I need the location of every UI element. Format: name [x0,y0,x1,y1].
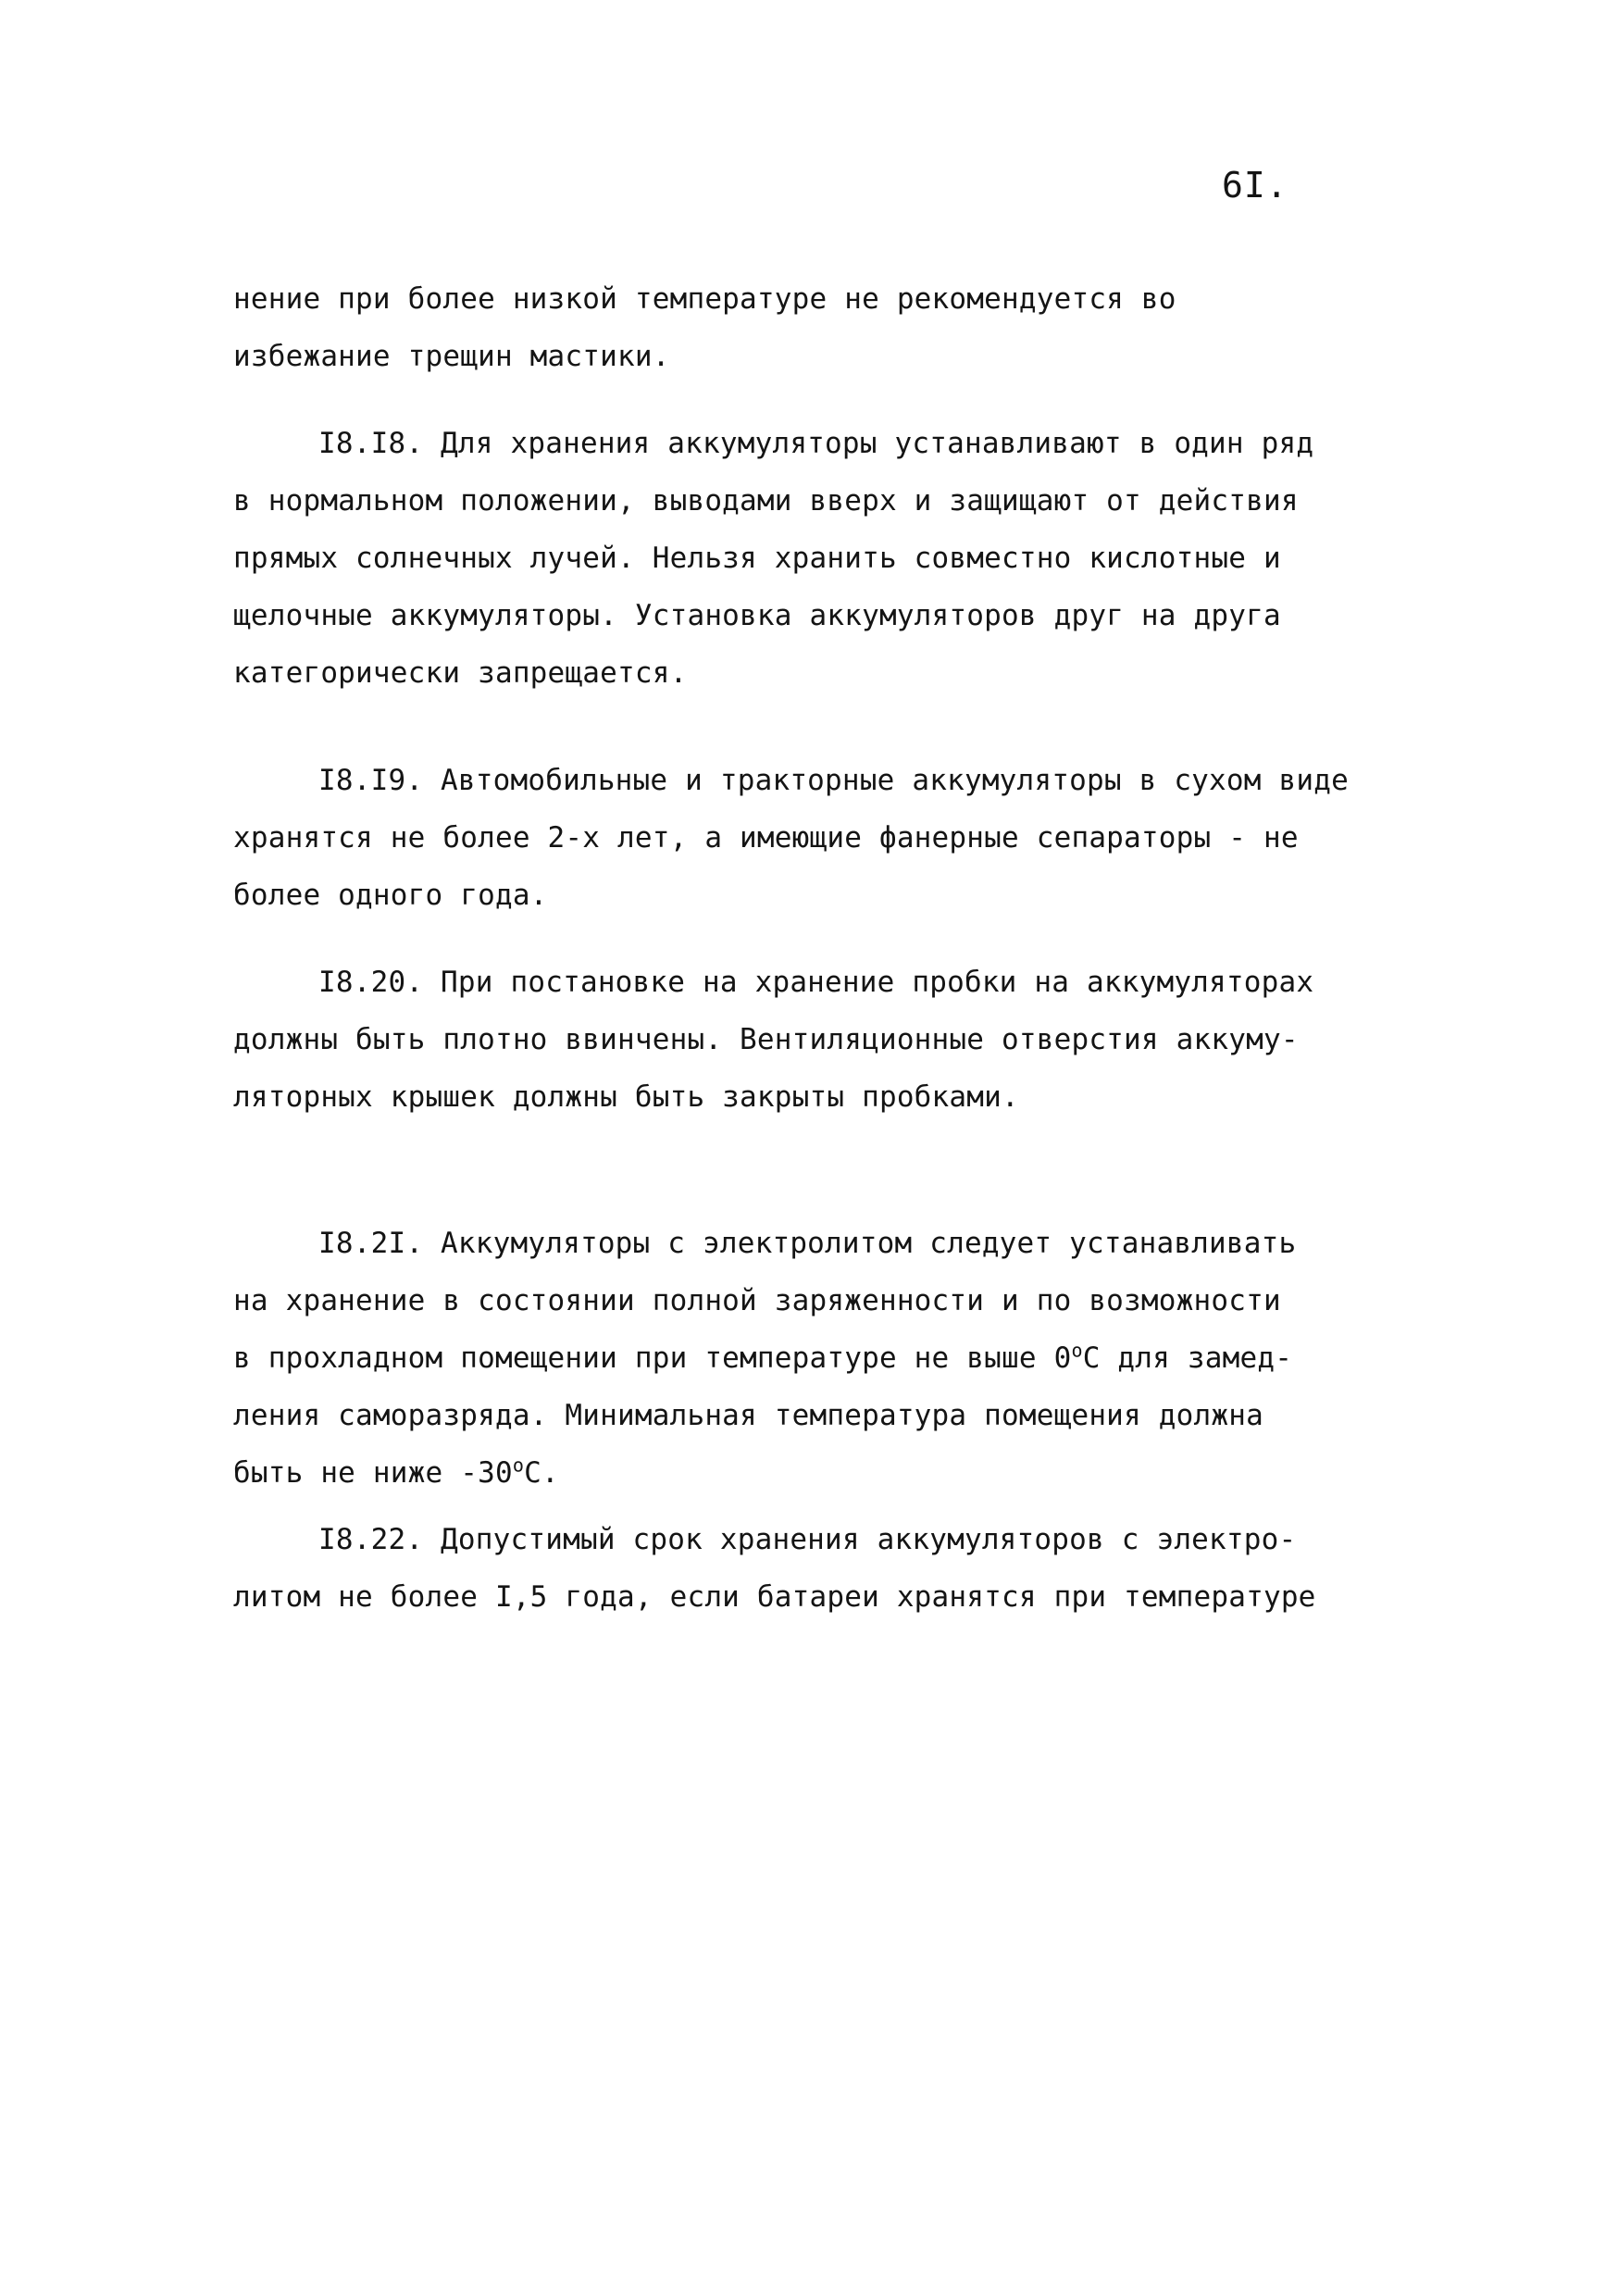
degree-superscript: о [512,1454,525,1477]
text-line: ления саморазряда. Минимальная температура помещения должна [233,1399,1263,1432]
text-line: I8.22. Допустимый срок хранения аккумуляторов с электро- [318,1523,1297,1556]
text-line: на хранение в состоянии полной заряженности и по возможности [233,1284,1281,1317]
text-fragment: С. [524,1456,559,1490]
paragraph-18-22 [233,1511,1400,1626]
text-fragment: С для замед- [1082,1341,1293,1375]
page-number: 6I. [1222,165,1288,206]
text-line: нение при более низкой температуре не рекомендуется во [233,282,1176,316]
text-line: I8.I9. Автомобильные и тракторные аккумуляторы в сухом виде [318,764,1349,797]
paragraph-18-19 [233,752,1400,924]
text-line: избежание трещин мастики. [233,340,670,373]
text-fragment: в прохладном помещении при температуре не выше 0 [233,1341,1072,1375]
text-line: хранятся не более 2-х лет, а имеющие фанерные сепараторы - не [233,821,1299,855]
text-line: должны быть плотно ввинчены. Вентиляционные отверстия аккуму- [233,1023,1299,1056]
text-line: более одного года. [233,879,548,912]
degree-superscript: о [1071,1339,1083,1362]
text-line: в нормальном положении, выводами вверх и защищают от действия [233,484,1299,518]
paragraph-continuation [233,270,1400,385]
text-line: щелочные аккумуляторы. Установка аккумуляторов друг на друга [233,599,1281,632]
text-line-with-superscript [233,1329,1400,1387]
text-line: ляторных крышек должны быть закрыты пробками. [233,1080,1019,1114]
paragraph-18-21 [233,1215,1400,1502]
text-line: I8.2I. Аккумуляторы с электролитом следует устанавливать [318,1227,1297,1260]
paragraph-18-20 [233,954,1400,1126]
text-line: литом не более I,5 года, если батареи хранятся при температуре [233,1580,1316,1614]
paragraph-18-18 [233,415,1400,702]
text-line-with-superscript [233,1444,1400,1502]
text-line: I8.I8. Для хранения аккумуляторы устанавливают в один ряд [318,427,1314,460]
text-line: категорически запрещается. [233,656,688,690]
text-fragment: быть не ниже -30 [233,1456,513,1490]
text-line: I8.20. При постановке на хранение пробки на аккумуляторах [318,966,1314,999]
text-line: прямых солнечных лучей. Нельзя хранить совместно кислотные и [233,542,1281,575]
